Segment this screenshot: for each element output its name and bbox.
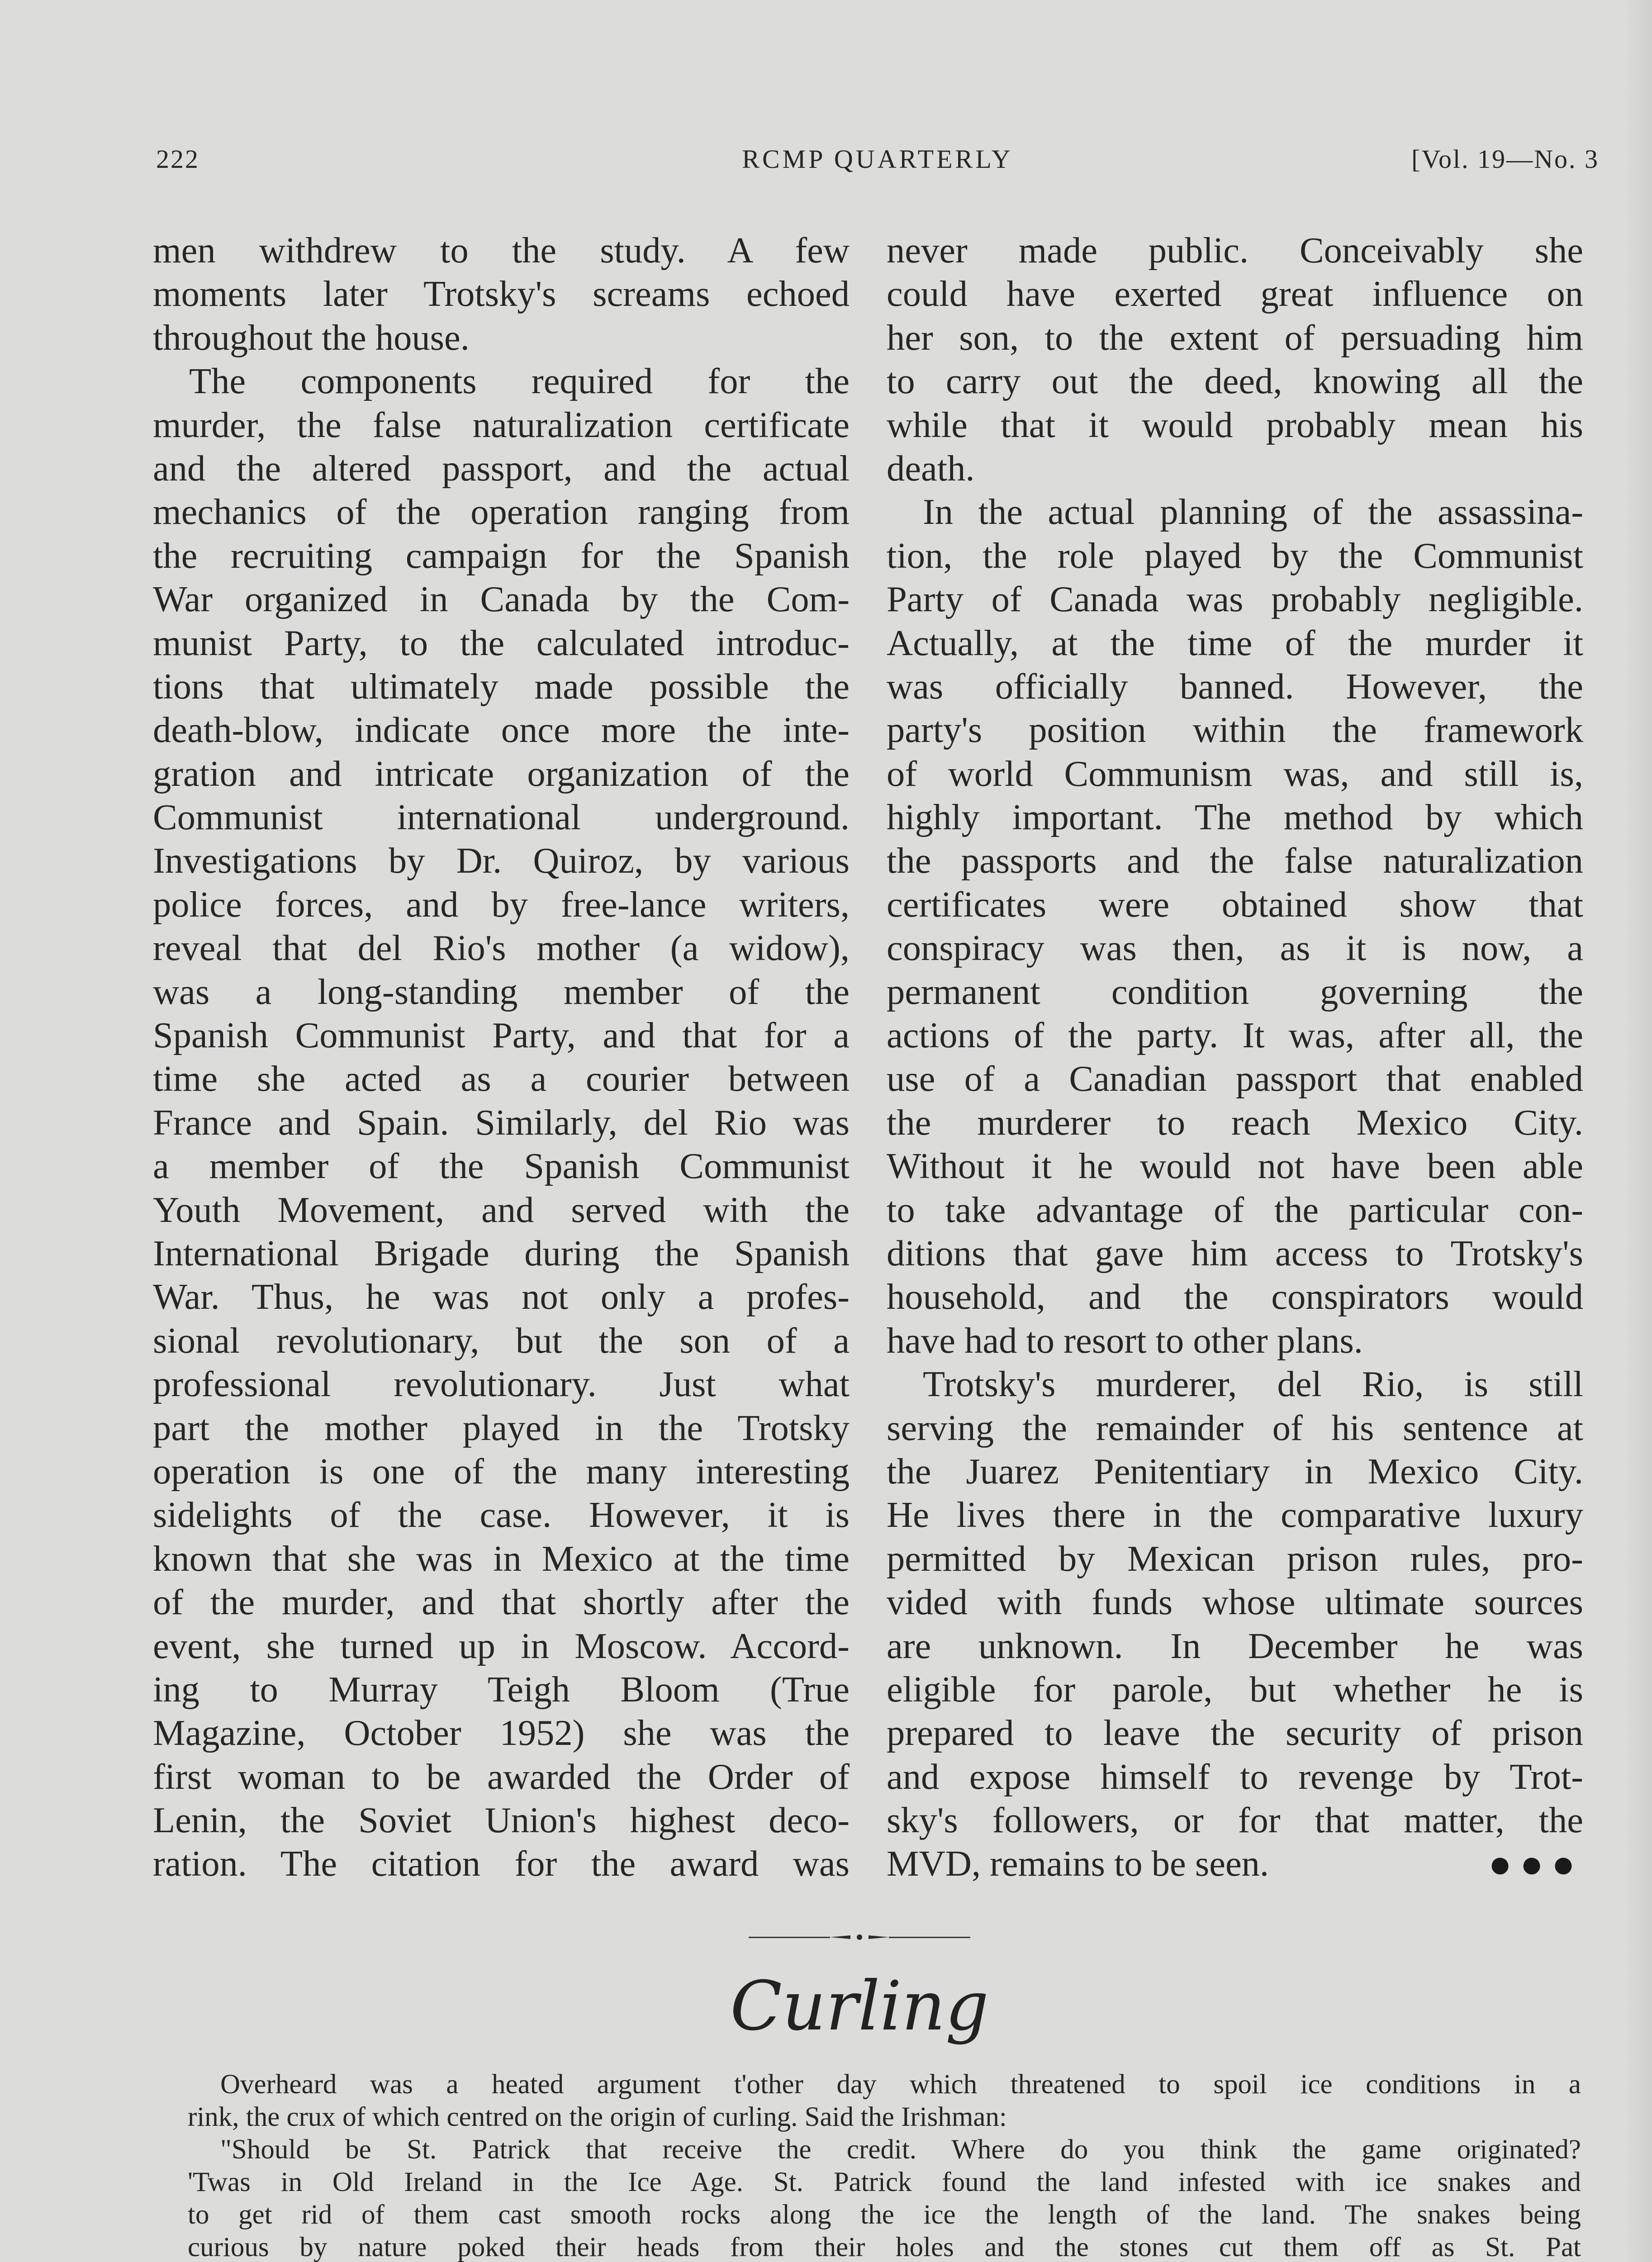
text-line: a member of the Spanish Communist: [153, 1146, 850, 1187]
text-line: International Brigade during the Spanish: [153, 1233, 850, 1274]
text-line: her son, to the extent of persuading him: [887, 317, 1583, 358]
text-line: was officially banned. However, the: [887, 666, 1583, 707]
text-line: party's position within the framework: [887, 710, 1583, 751]
text-line: of world Communism was, and still is,: [887, 753, 1583, 794]
text-line: Actually, at the time of the murder it: [887, 623, 1583, 663]
text-line: operation is one of the many interesting: [153, 1451, 850, 1492]
text-line: actions of the party. It was, after all, the: [887, 1015, 1583, 1056]
text-line: France and Spain. Similarly, del Rio was: [153, 1102, 850, 1143]
article-column-left: [153, 229, 850, 1886]
text-line: household, and the conspirators would: [887, 1277, 1583, 1317]
filler-title: Curling: [730, 1967, 989, 2046]
text-line: Spanish Communist Party, and that for a: [153, 1015, 850, 1056]
text-line: death.: [887, 448, 975, 489]
text-line: curious by nature poked their heads from their holes and the stones cut them off as St. Pat: [188, 2232, 1581, 2262]
text-line: and expose himself to revenge by Trot-: [887, 1756, 1583, 1797]
text-line: sidelights of the case. However, it is: [153, 1495, 850, 1535]
text-line: permanent condition governing the: [887, 971, 1583, 1012]
text-line: Overheard was a heated argument t'other day which threatened to spoil ice conditions in a: [220, 2069, 1581, 2100]
text-line: sional revolutionary, but the son of a: [153, 1320, 850, 1361]
final-line-wrapper: [887, 1842, 1583, 1886]
text-line: event, she turned up in Moscow. Accord-: [153, 1625, 850, 1666]
text-line: known that she was in Mexico at the time: [153, 1538, 850, 1579]
text-line: was a long-standing member of the: [153, 971, 850, 1012]
text-line: the Juarez Penitentiary in Mexico City.: [887, 1451, 1583, 1492]
text-line: He lives there in the comparative luxury: [887, 1495, 1583, 1535]
text-line: mechanics of the operation ranging from: [153, 492, 850, 532]
text-line: while that it would probably mean his: [887, 404, 1583, 445]
text-line: to get rid of them cast smooth rocks along the ice the length of the land. The snakes being: [188, 2200, 1581, 2230]
end-of-article-marks: ●●●: [1488, 1842, 1583, 1886]
text-line: the passports and the false naturalization: [887, 841, 1583, 881]
text-line: permitted by Mexican prison rules, pro-: [887, 1538, 1583, 1579]
text-line: rink, the crux of which centred on the origin of curling. Said the Irishman:: [188, 2102, 1007, 2132]
text-line: have had to resort to other plans.: [887, 1320, 1363, 1361]
text-line: death-blow, indicate once more the inte-: [153, 710, 850, 751]
text-line: highly important. The method by which: [887, 797, 1583, 838]
text-line: use of a Canadian passport that enabled: [887, 1059, 1583, 1099]
text-line: reveal that del Rio's mother (a widow),: [153, 928, 850, 969]
text-line: War. Thus, he was not only a profes-: [153, 1277, 850, 1317]
text-line: throughout the house.: [153, 317, 470, 358]
text-line: are unknown. In December he was: [887, 1625, 1583, 1666]
journal-title: RCMP QUARTERLY: [742, 144, 1013, 174]
text-line: and the altered passport, and the actual: [153, 448, 850, 489]
text-line: ration. The citation for the award was: [153, 1844, 850, 1884]
text-line: could have exerted great influence on: [887, 274, 1583, 314]
running-header: [156, 144, 1599, 185]
text-line: time she acted as a courier between: [153, 1059, 850, 1099]
text-line: "Should be St. Patrick that receive the credit. Where do you think the game originated?: [220, 2134, 1581, 2165]
text-line: gration and intricate organization of the: [153, 753, 850, 794]
text-line: tions that ultimately made possible the: [153, 666, 850, 707]
text-line: Investigations by Dr. Quiroz, by various: [153, 841, 850, 881]
volume-issue: [Vol. 19—No. 3: [1411, 144, 1599, 174]
curling-anecdote: [188, 2068, 1581, 2262]
page-edge-shadow: [1625, 0, 1652, 2262]
text-line: the murderer to reach Mexico City.: [887, 1102, 1583, 1143]
text-line: prepared to leave the security of prison: [887, 1713, 1583, 1754]
text-line: Party of Canada was probably negligible.: [887, 579, 1583, 620]
text-line: moments later Trotsky's screams echoed: [153, 274, 850, 314]
divider-ornament-icon: [830, 1932, 889, 1943]
text-line: the recruiting campaign for the Spanish: [153, 535, 850, 576]
article-column-right: [887, 229, 1583, 1886]
text-line: In the actual planning of the assassina-: [923, 492, 1583, 532]
text-line: first woman to be awarded the Order of: [153, 1756, 850, 1797]
text-line: part the mother played in the Trotsky: [153, 1407, 850, 1448]
text-line: ing to Murray Teigh Bloom (True: [153, 1669, 850, 1710]
text-line: Lenin, the Soviet Union's highest deco-: [153, 1800, 850, 1841]
text-line: eligible for parole, but whether he is: [887, 1669, 1583, 1710]
text-line: professional revolutionary. Just what: [153, 1364, 850, 1405]
text-line: Youth Movement, and served with the: [153, 1189, 850, 1230]
text-line: munist Party, to the calculated introduc-: [153, 623, 850, 663]
text-line: Without it he would not have been able: [887, 1146, 1583, 1187]
text-line: Trotsky's murderer, del Rio, is still: [923, 1364, 1583, 1405]
section-divider: [749, 1928, 970, 1946]
text-line: serving the remainder of his sentence at: [887, 1407, 1583, 1448]
text-line: certificates were obtained show that: [887, 884, 1583, 925]
text-line: never made public. Conceivably she: [887, 230, 1583, 271]
text-line: tion, the role played by the Communist: [887, 535, 1583, 576]
text-line: ditions that gave him access to Trotsky's: [887, 1233, 1583, 1274]
text-line: murder, the false naturalization certificate: [153, 404, 850, 445]
text-line: to carry out the deed, knowing all the: [887, 361, 1583, 402]
text-line: police forces, and by free-lance writers,: [153, 884, 850, 925]
text-line: vided with funds whose ultimate sources: [887, 1582, 1583, 1623]
text-line: to take advantage of the particular con-: [887, 1189, 1583, 1230]
text-line: men withdrew to the study. A few: [153, 230, 850, 271]
text-line: Magazine, October 1952) she was the: [153, 1713, 850, 1754]
text-line: War organized in Canada by the Com-: [153, 579, 850, 620]
text-line: sky's followers, or for that matter, the: [887, 1800, 1583, 1841]
text-line: conspiracy was then, as it is now, a: [887, 928, 1583, 969]
text-line: Communist international underground.: [153, 797, 850, 838]
text-line: The components required for the: [189, 361, 850, 402]
text-line: 'Twas in Old Ireland in the Ice Age. St. Patrick found the land infested with ice snakes and: [188, 2167, 1581, 2197]
text-line: of the murder, and that shortly after the: [153, 1582, 850, 1623]
page-number: 222: [156, 144, 199, 174]
text-line: MVD, remains to be seen.: [887, 1844, 1269, 1884]
